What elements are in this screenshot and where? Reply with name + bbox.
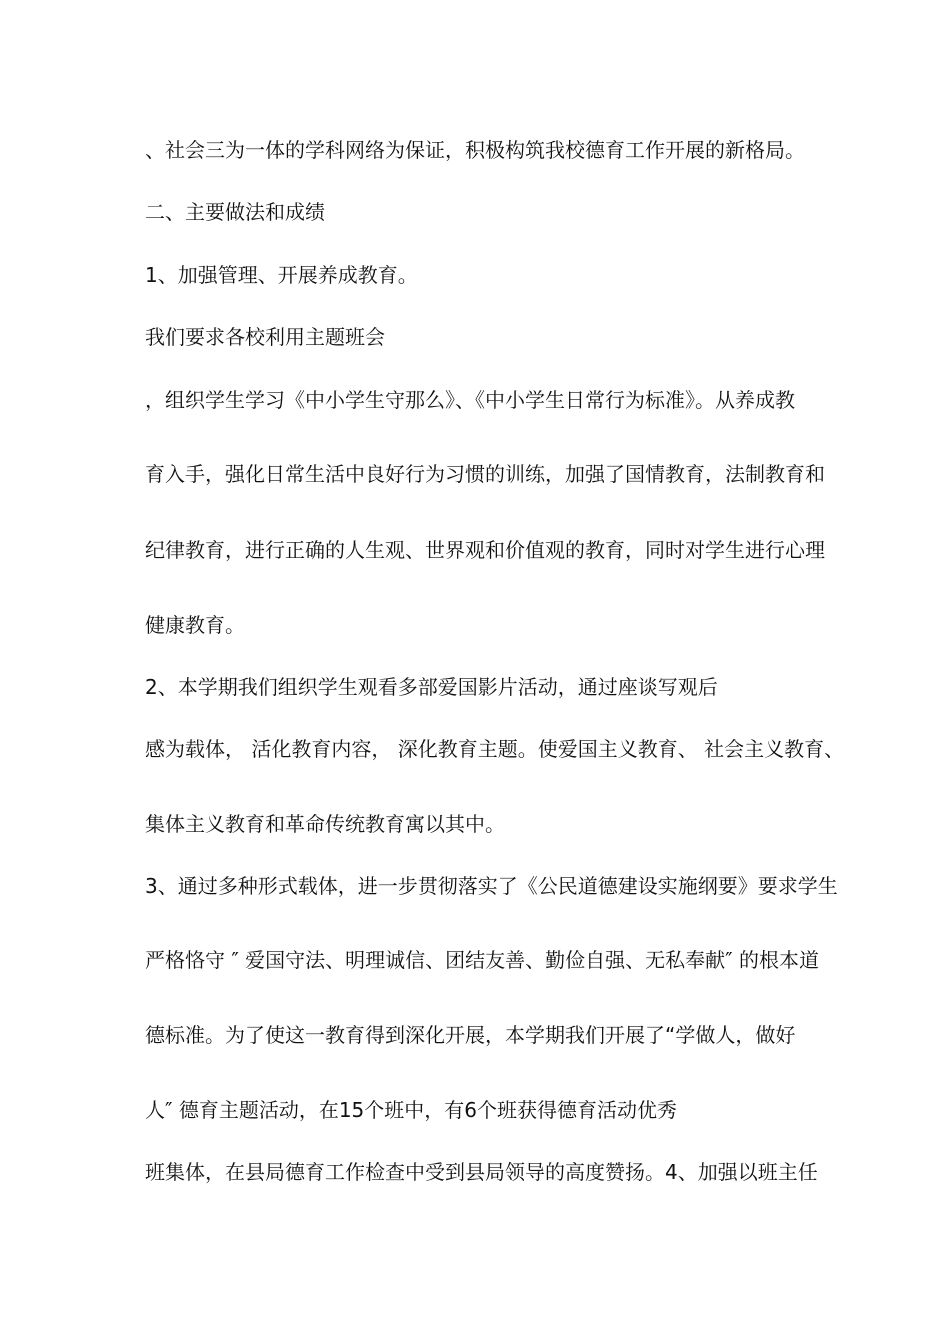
text-line: 班集体，在县局德育工作检查中受到县局领导的高度赞扬。4、加强以班主任 [145,1160,818,1184]
text-line: ，组织学生学习《中小学生守那么》、《中小学生日常行为标准》。从养成教 [145,388,795,412]
text-line: 感为载体， 活化教育内容， 深化教育主题。使爱国主义教育、 社会主义教育、 [145,737,845,761]
text-line: 我们要求各校利用主题班会 [145,325,385,349]
text-line: 集体主义教育和革命传统教育寓以其中。 [145,812,505,836]
text-line: 育入手，强化日常生活中良好行为习惯的训练，加强了国情教育，法制教育和 [145,462,825,486]
text-line: 健康教育。 [145,613,245,637]
text-line: 人″ 德育主题活动，在15个班中，有6个班获得德育活动优秀 [145,1098,678,1122]
text-line: 德标准。为了使这一教育得到深化开展，本学期我们开展了“学做人，做好 [145,1023,796,1047]
text-line: 严格恪守 ″ 爱国守法、明理诚信、团结友善、勤俭自强、无私奉献″ 的根本道 [145,948,820,972]
text-line: 2、本学期我们组织学生观看多部爱国影片活动，通过座谈写观后 [145,675,718,699]
text-line: 3、通过多种形式载体，进一步贯彻落实了《公民道德建设实施纲要》要求学生 [145,874,838,898]
section-heading: 二、主要做法和成绩 [145,200,325,224]
text-line: 纪律教育，进行正确的人生观、世界观和价值观的教育，同时对学生进行心理 [145,538,825,562]
text-line: 、社会三为一体的学科网络为保证，积极构筑我校德育工作开展的新格局。 [145,138,805,162]
subsection-heading: 1、加强管理、开展养成教育。 [145,263,418,287]
